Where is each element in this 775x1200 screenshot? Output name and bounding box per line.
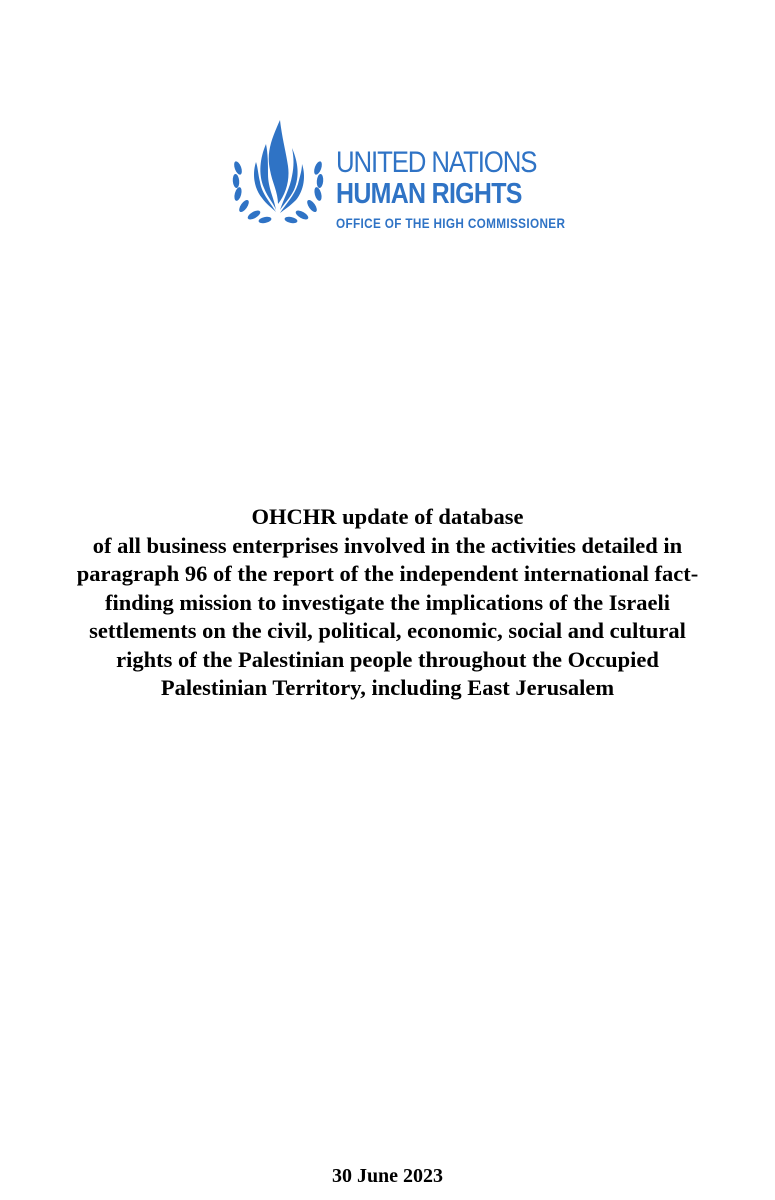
title-line: finding mission to investigate the implications of the Israeli xyxy=(104,589,670,615)
title-line: rights of the Palestinian people throughout the Occupied xyxy=(116,646,659,672)
logo-line-office: OFFICE OF THE HIGH COMMISSIONER xyxy=(336,215,566,231)
document-date: 30 June 2023 xyxy=(331,1165,444,1187)
document-title xyxy=(20,503,755,703)
logo-line-united-nations: UNITED NATIONS xyxy=(336,146,537,179)
un-human-rights-logo xyxy=(228,118,578,238)
flame-and-laurel-emblem-icon xyxy=(228,118,328,238)
logo-wordmark xyxy=(336,148,609,233)
title-line: paragraph 96 of the report of the independent international fact- xyxy=(76,561,699,586)
title-line: settlements on the civil, political, economic, social and cultural xyxy=(89,618,686,643)
title-line: Palestinian Territory, including East Jerusalem xyxy=(160,675,615,700)
logo-line-human-rights: HUMAN RIGHTS xyxy=(336,178,522,210)
title-line: OHCHR update of database xyxy=(251,504,524,529)
title-line: of all business enterprises involved in the activities detailed in xyxy=(92,532,683,558)
